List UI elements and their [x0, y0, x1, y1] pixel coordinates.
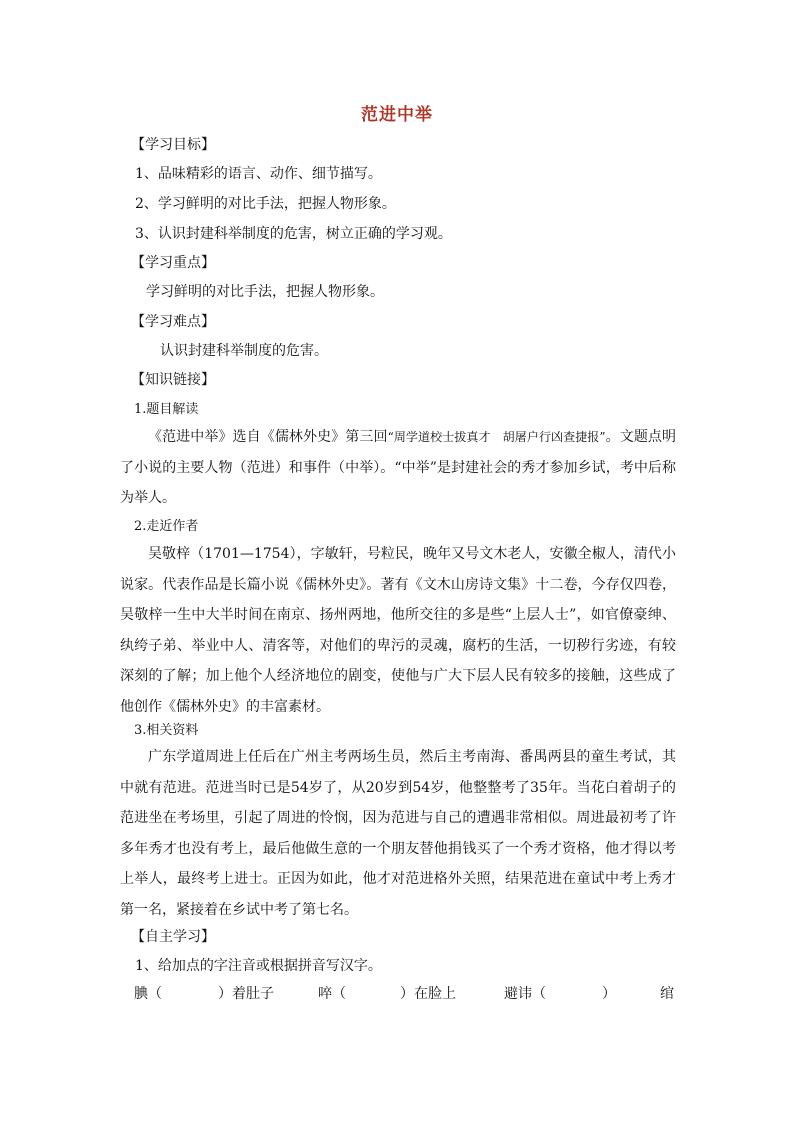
author-paragraph: 吴敬梓（1701—1754），字敏轩，号粒民，晚年又号文木老人，安徽全椒人，清代小说家。代表作品是长篇小说《儒林外史》。著有《文木山房诗文集》十二卷，今存仅四卷，吴敬梓一生中大半时间在南京、扬州两地，他所交往的多是些“上层人士”，如官僚豪绅、纨绔子弟、举业中人、清客等，对他们的卑污的灵魂，腐朽的生活，一切秽行劣迹，有较深刻的了解；加上他个人经济地位的剧变，使他与广大下层人民有较多的接触，这些成了他创作《儒林外史》的丰富素材。 [120, 546, 676, 715]
page-title: 范进中举 [361, 105, 433, 125]
fill-blank-row [134, 983, 674, 1005]
self-study-heading: 【自主学习】 [131, 929, 215, 945]
author-heading: 2.走近作者 [134, 519, 199, 534]
topic-paragraph [120, 422, 676, 514]
fill-item-3: 啐（ [318, 986, 346, 1002]
topic-text-a: 《范进中举》选自《儒林外史》第三回 [148, 429, 388, 445]
goal-item-1: 1、品味精彩的语言、动作、细节描写。 [135, 166, 382, 182]
material-heading: 3.相关资料 [134, 723, 199, 738]
topic-text-b: 。文题点明了小说的主要人物（范进）和事件（中举）。“中举”是封建社会的秀才参加乡试，考中后称为举人。 [120, 429, 677, 506]
goal-item-3: 3、认识封建科举制度的危害，树立正确的学习观。 [135, 226, 452, 242]
self-study-item: 1、给加点的字注音或根据拼音写汉字。 [135, 958, 382, 974]
topic-heading: 1.题目解读 [134, 402, 199, 417]
fill-item-6: ） [602, 986, 616, 1002]
fill-item-5: 避讳（ [504, 986, 546, 1002]
fill-item-1: 腆（ [134, 986, 162, 1002]
focus-heading: 【学习重点】 [131, 255, 215, 271]
material-paragraph: 广东学道周进上任后在广州主考两场生员，然后主考南海、番禺两县的童生考试，其中就有范进。范进当时已是54岁了，从20岁到54岁，他整整考了35年。当花白着胡子的范进坐在考场里，引起了周进的怜悯，因为范进与自己的遭遇非常相似。周进最初考了许多年秀才也没有考上，最后他做生意的一个朋友替他捐钱买了一个秀才资格，他才得以考上举人，最终考上进士。正因为如此，他才对范进格外关照，结果范进在童试中考上秀才第一名，紧接着在乡试中考了第七名。 [120, 749, 676, 918]
difficulty-heading: 【学习难点】 [131, 314, 215, 330]
goal-item-2: 2、学习鲜明的对比手法，把握人物形象。 [135, 196, 396, 212]
topic-quote: “周学道校士拔真才 胡屠户行凶查捷报” [387, 430, 606, 444]
focus-text: 学习鲜明的对比手法，把握人物形象。 [146, 284, 384, 300]
knowledge-heading: 【知识链接】 [131, 372, 215, 388]
fill-item-4: ）在脸上 [400, 986, 456, 1002]
fill-item-7: 绾 [660, 986, 674, 1002]
difficulty-text: 认识封建科举制度的危害。 [160, 343, 328, 359]
fill-item-2: ）着肚子 [218, 986, 274, 1002]
goals-heading: 【学习目标】 [131, 137, 215, 153]
